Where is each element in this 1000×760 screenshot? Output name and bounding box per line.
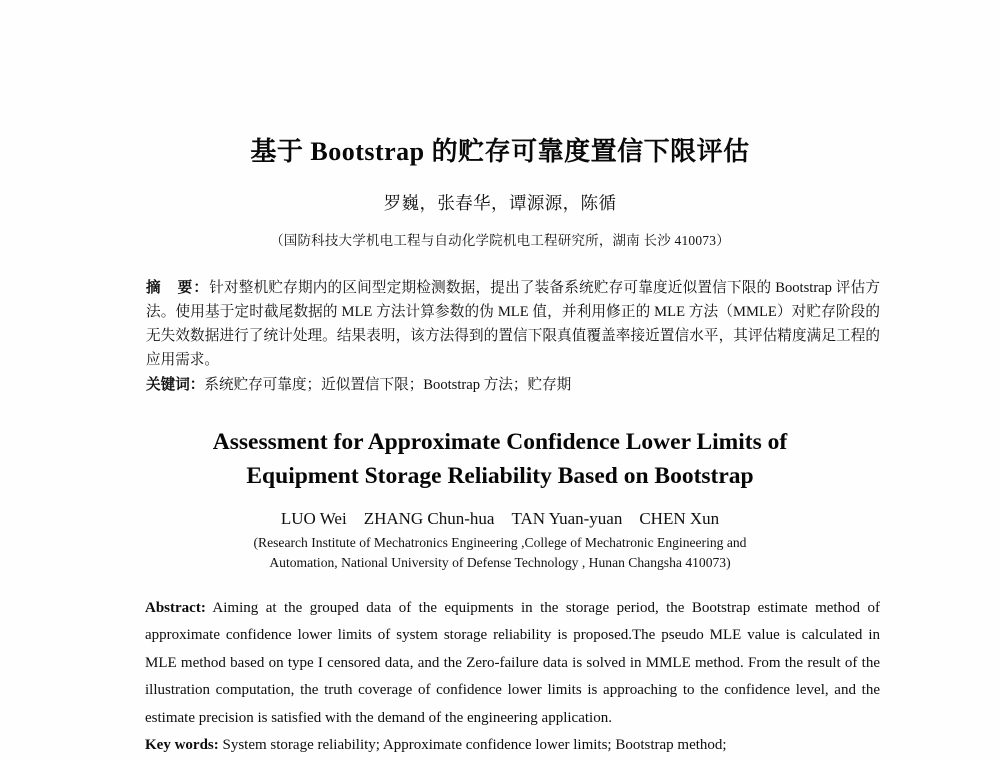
english-keywords-label: Key words: xyxy=(145,737,219,754)
chinese-affiliation: （国防科技大学机电工程与自动化学院机电工程研究所，湖南 长沙 410073） xyxy=(270,232,730,248)
chinese-author-list: 罗巍，张春华，谭源源，陈循 xyxy=(383,192,617,213)
english-title xyxy=(0,398,1000,493)
english-affiliation-line-2: Automation, National University of Defense Technology , Hunan Changsha 410073) xyxy=(269,554,731,570)
english-abstract-label: Abstract: xyxy=(145,599,206,616)
chinese-keywords-label: 关键词： xyxy=(146,377,205,394)
english-keywords xyxy=(0,732,1000,760)
english-author: TAN Yuan-yuan xyxy=(511,508,623,528)
english-title-line-1: Assessment for Approximate Confidence Lower Limits of xyxy=(212,428,788,455)
english-affiliation-line-1: (Research Institute of Mechatronics Engineering ,College of Mechatronic Engineering and xyxy=(253,534,747,550)
english-title-line-2: Equipment Storage Reliability Based on Bootstrap xyxy=(246,462,754,489)
chinese-keywords-body: 系统贮存可靠度；近似置信下限；Bootstrap 方法；贮存期 xyxy=(204,377,572,394)
chinese-abstract-label: 摘 要： xyxy=(146,279,210,296)
english-keywords-body: System storage reliability; Approximate confidence lower limits; Bootstrap method; xyxy=(218,737,727,754)
english-author: LUO Wei xyxy=(280,508,347,528)
english-affiliation xyxy=(0,529,1000,573)
chinese-abstract xyxy=(0,249,1000,373)
english-author-list xyxy=(0,493,1000,529)
chinese-abstract-body: 针对整机贮存期内的区间型定期检测数据，提出了装备系统贮存可靠度近似置信下限的 Bootstrap 评估方法。使用基于定时截尾数据的 MLE 方法计算参数的伪 MLE 值，并利用修正的 MLE 方法（MMLE）对贮存阶段的无失效数据进行了统计处理。结果表明，该方法得到的置信下限真值覆盖率接近置信水平，其评估精度满足工程的应用需求。 xyxy=(146,279,880,369)
chinese-title: 基于 Bootstrap 的贮存可靠度置信下限评估 xyxy=(250,137,750,166)
english-abstract xyxy=(0,573,1000,733)
english-author: CHEN Xun xyxy=(639,508,720,528)
chinese-keywords xyxy=(0,372,1000,397)
english-abstract-body: Aiming at the grouped data of the equipments in the storage period, the Bootstrap estimate method of approximate confidence lower limits of system storage reliability is proposed.The pseudo MLE value is calculated in MLE method based on type I censored data, and the Zero-failure data is solved in MMLE method. From the result of the illustration computation, the truth coverage of confidence lower limits is approaching to the confidence level, and the estimate precision is satisfied with the demand of the engineering application. xyxy=(145,599,880,726)
english-author: ZHANG Chun-hua xyxy=(363,508,495,528)
